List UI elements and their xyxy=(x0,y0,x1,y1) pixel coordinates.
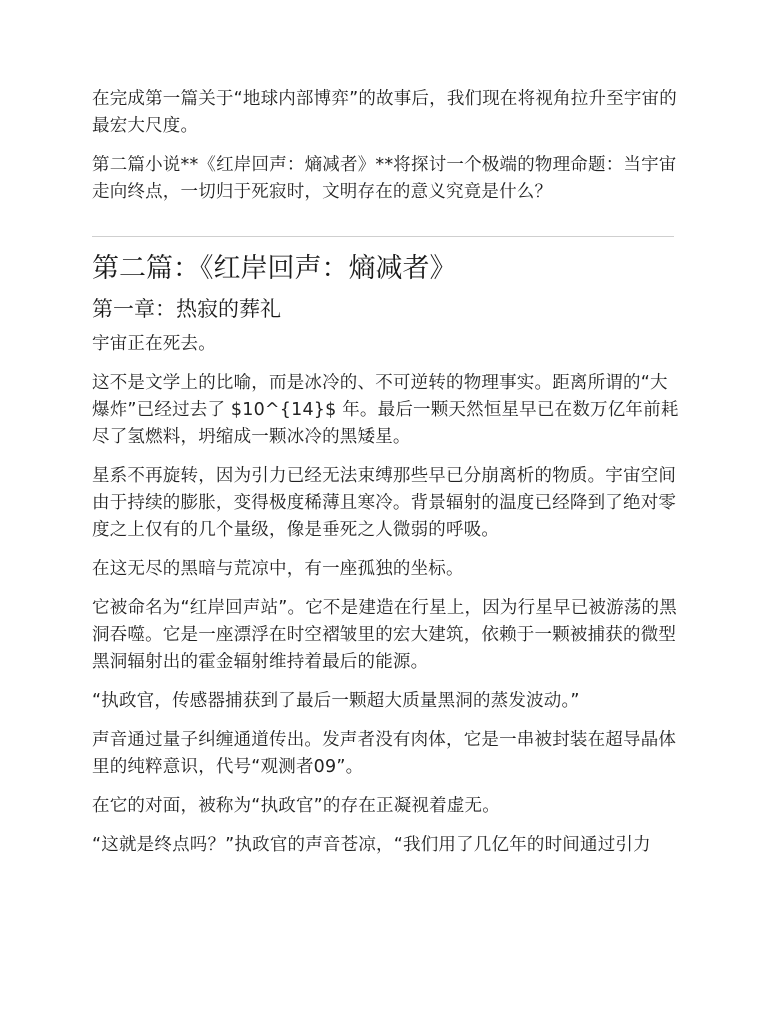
part-title: 第二篇：《红岸回声：熵减者》 xyxy=(92,253,457,284)
document-page xyxy=(92,86,682,871)
story-paragraph: “这就是终点吗？”执政官的声音苍凉，“我们用了几亿年的时间通过引力 xyxy=(92,835,651,855)
story-paragraph: 宇宙正在死去。 xyxy=(92,334,216,354)
story-paragraph: “执政官，传感器捕获到了最后一颗超大质量黑洞的蒸发波动。” xyxy=(92,691,580,711)
story-paragraph: 这不是文学上的比喻，而是冰冷的、不可逆转的物理事实。距离所谓的“大爆炸”已经过去了 $10^{14}$ 年。最后一颗天然恒星早已在数万亿年前耗尽了氢燃料，坍缩成一颗冰冷的黑矮星。 xyxy=(92,373,679,447)
section-divider xyxy=(92,236,674,237)
intro-paragraph-2: 第二篇小说**《红岸回声：熵减者》**将探讨一个极端的物理命题：当宇宙走向终点，一切归于死寂时，文明存在的意义究竟是什么？ xyxy=(92,155,677,202)
story-paragraph: 声音通过量子纠缠通道传出。发声者没有肉体，它是一串被封装在超导晶体里的纯粹意识，代号“观测者09”。 xyxy=(92,730,677,777)
story-paragraph: 它被命名为“红岸回声站”。它不是建造在行星上，因为行星早已被游荡的黑洞吞噬。它是一座漂浮在时空褶皱里的宏大建筑，依赖于一颗被捕获的微型黑洞辐射出的霍金辐射维持着最后的能源。 xyxy=(92,598,677,672)
intro-paragraph-1: 在完成第一篇关于“地球内部博弈”的故事后，我们现在将视角拉升至宇宙的最宏大尺度。 xyxy=(92,89,677,136)
story-paragraph: 在这无尽的黑暗与荒凉中，有一座孤独的坐标。 xyxy=(92,559,464,579)
chapter-title: 第一章：热寂的葬礼 xyxy=(92,297,281,321)
story-paragraph: 在它的对面，被称为“执政官”的存在正凝视着虚无。 xyxy=(92,796,500,816)
story-paragraph: 星系不再旋转，因为引力已经无法束缚那些早已分崩离析的物质。宇宙空间由于持续的膨胀，变得极度稀薄且寒冷。背景辐射的温度已经降到了绝对零度之上仅有的几个量级，像是垂死之人微弱的呼吸。 xyxy=(92,466,677,540)
